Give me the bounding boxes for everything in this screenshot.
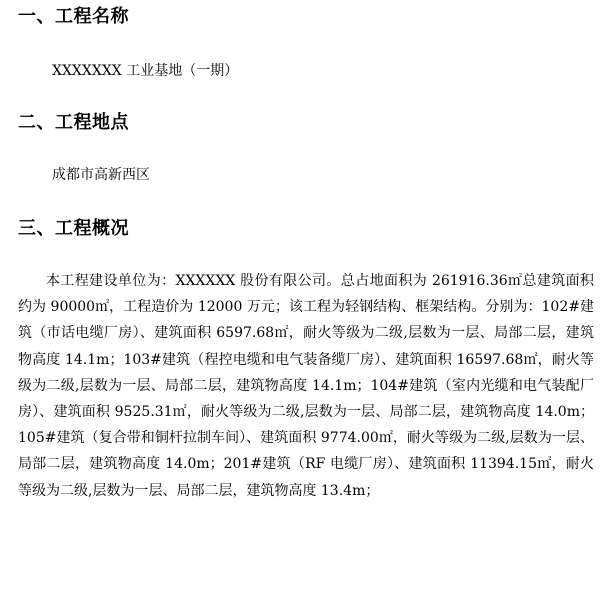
project-overview-paragraph: 本工程建设单位为：XXXXXX 股份有限公司。总占地面积为 261916.36㎡总建筑面积约为 90000㎡，工程造价为 12000 万元；该工程为轻钢结构、框架结构。分别为：102#建筑（市话电缆厂房）、建筑面积 6597.68㎡，耐火等级为二级,层数为一层、局部二层，建筑物高度 14.1m；103#建筑（程控电缆和电气装备缆厂房）、建筑面积 16597.68㎡，耐火等级为二级,层数为一层、局部二层，建筑物高度 14.1m；104#建筑（室内光缆和电气装配厂房）、建筑面积 9525.31㎡，耐火等级为二级,层数为一层、局部二层，建筑物高度 14.0m；105#建筑（复合带和铜杆拉制车间）、建筑面积 9774.00㎡，耐火等级为二级,层数为一层、局部二层，建筑物高度 14.0m；201#建筑（RF 电缆厂房）、建筑面积 11394.15㎡，耐火等级为二级,层数为一层、局部二层，建筑物高度 13.4m； <box>18 273 594 499</box>
project-location-text: 成都市高新西区 <box>52 167 150 183</box>
section-heading-project-name: 一、工程名称 <box>18 6 129 27</box>
project-name-text: XXXXXXX 工业基地（一期） <box>52 63 239 79</box>
section-heading-project-location: 二、工程地点 <box>18 112 129 133</box>
section-heading-project-overview: 三、工程概况 <box>18 218 129 239</box>
